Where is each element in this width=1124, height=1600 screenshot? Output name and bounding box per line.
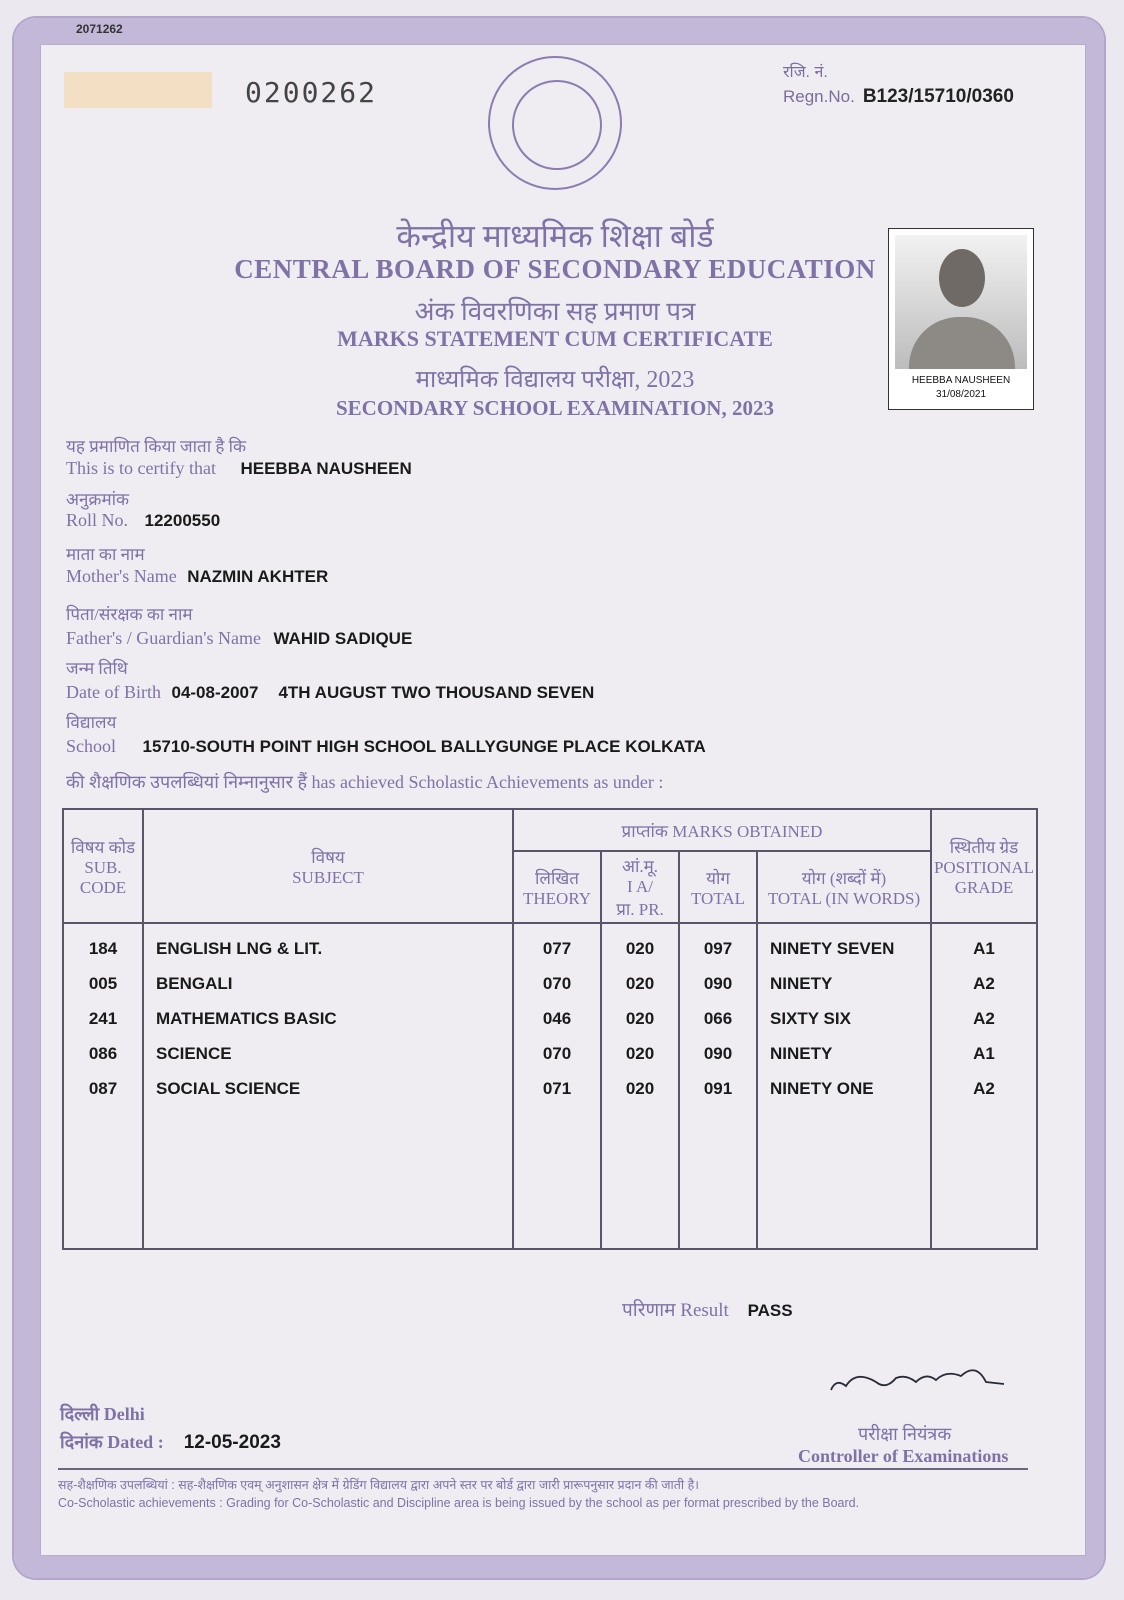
note-hi: सह-शैक्षणिक उपलब्धियां : सह-शैक्षणिक एवम् अनुशासन क्षेत्र में ग्रेडिंग विद्यालय द्वारा अपने स्तर पर बोर्ड द्वारा जारी प्रारूपनुसार प्रदान की जाती है। (58, 1478, 699, 1492)
father-label-hi: पिता/संरक्षक का नाम (66, 605, 193, 624)
controller-signature (826, 1360, 1006, 1406)
roll-row (66, 510, 220, 531)
student-photo (888, 228, 1034, 410)
cell-subject: ENGLISH LNG & LIT. (156, 939, 323, 958)
certify-label-hi: यह प्रमाणित किया जाता है कि (66, 437, 247, 456)
cell-theory: 071 (542, 1079, 572, 1098)
cell-grade: A2 (973, 1079, 995, 1098)
cell-words: NINETY (770, 1044, 833, 1063)
cell-words: SIXTY SIX (770, 1009, 851, 1028)
exam-title-hi: माध्यमिक विद्यालय परीक्षा, 2023 (415, 367, 695, 393)
cell-grade: A2 (973, 1009, 995, 1028)
doc-title: MARKS STATEMENT CUM CERTIFICATE (337, 326, 773, 351)
col-theory: लिखित THEORY (513, 851, 601, 923)
col-grade: स्थितीय ग्रेड POSITIONAL GRADE (931, 809, 1037, 923)
cell-theory: 077 (542, 939, 572, 958)
school-row (66, 736, 706, 757)
col-total: योग TOTAL (679, 851, 757, 923)
controller-title: Controller of Examinations (798, 1446, 1009, 1466)
father-row (66, 628, 412, 649)
cell-ia: 020 (625, 974, 655, 993)
cell-grade: A1 (973, 939, 995, 958)
cell-ia: 020 (625, 1009, 655, 1028)
photo-name: HEEBBA NAUSHEEN (911, 375, 1011, 386)
result-label-hi: परिणाम (622, 1300, 676, 1321)
place: दिल्ली Delhi (60, 1404, 145, 1424)
cbse-emblem-icon (488, 56, 622, 190)
cell-total: 090 (703, 974, 733, 993)
cell-ia: 020 (625, 1044, 655, 1063)
cell-theory: 070 (542, 1044, 572, 1063)
certify-row (66, 458, 412, 479)
doc-title-hi: अंक विवरणिका सह प्रमाण पत्र (414, 297, 696, 326)
note-en: Co-Scholastic achievements : Grading for Co-Scholastic and Discipline area is being issued by the school as per format prescribed by the Board. (58, 1496, 860, 1510)
col-code: विषय कोड SUB. CODE (63, 809, 143, 923)
result-row (622, 1296, 793, 1322)
dob-label: Date of Birth (66, 682, 161, 702)
cell-code: 086 (88, 1044, 118, 1063)
roll-number: 12200550 (144, 511, 221, 530)
cell-total: 090 (703, 1044, 733, 1063)
divider (58, 1468, 1028, 1470)
father-name: WAHID SADIQUE (273, 629, 413, 648)
cell-words: NINETY (770, 974, 833, 993)
certify-label: This is to certify that (66, 458, 216, 478)
cell-words: NINETY ONE (770, 1079, 874, 1098)
cell-total: 097 (703, 939, 733, 958)
mother-label-hi: माता का नाम (66, 545, 145, 564)
cell-grade: A2 (973, 974, 995, 993)
issue-date: 12-05-2023 (183, 1432, 281, 1453)
regn-label-hi: रजि. नं. (783, 64, 828, 81)
dated-row: दिनांक Dated : 12-05-2023 (60, 1432, 281, 1453)
cell-theory: 046 (542, 1009, 572, 1028)
cell-words: NINETY SEVEN (770, 939, 895, 958)
exam-title: SECONDARY SCHOOL EXAMINATION, 2023 (336, 396, 774, 420)
cell-subject: BENGALI (156, 974, 233, 993)
col-ia: आं.मू. I A/ प्रा. PR. (601, 851, 679, 923)
father-label: Father's / Guardian's Name (66, 628, 261, 648)
dob-words: 4TH AUGUST TWO THOUSAND SEVEN (278, 683, 595, 702)
school-label-hi: विद्यालय (66, 713, 117, 732)
roll-label: Roll No. (66, 510, 129, 530)
col-words: योग (शब्दों में) TOTAL (IN WORDS) (757, 851, 931, 923)
board-title: CENTRAL BOARD OF SECONDARY EDUCATION (234, 254, 876, 284)
achievement-line: की शैक्षणिक उपलब्धियां निम्नानुसार हैं has achieved Scholastic Achievements as under : (66, 772, 664, 792)
cell-total: 066 (703, 1009, 733, 1028)
school-name: 15710-SOUTH POINT HIGH SCHOOL BALLYGUNGE PLACE KOLKATA (142, 737, 706, 756)
cell-theory: 070 (542, 974, 572, 993)
cell-total: 091 (703, 1079, 733, 1098)
result-label: Result (680, 1300, 729, 1321)
controller-hi: परीक्षा नियंत्रक (858, 1424, 952, 1444)
cell-code: 087 (88, 1079, 118, 1098)
regn-label: Regn.No. (783, 87, 855, 106)
cell-grade: A1 (973, 1044, 995, 1063)
col-subject: विषय SUBJECT (143, 809, 513, 923)
dob-label-hi: जन्म तिथि (66, 659, 128, 678)
cell-code: 184 (88, 939, 118, 958)
marks-table (62, 808, 1038, 1250)
mother-label: Mother's Name (66, 566, 177, 586)
cell-code: 241 (88, 1009, 118, 1028)
result-value: PASS (747, 1301, 793, 1320)
cell-subject: SOCIAL SCIENCE (156, 1079, 301, 1098)
roll-label-hi: अनुक्रमांक (66, 490, 130, 509)
board-title-hi: केन्द्रीय माध्यमिक शिक्षा बोर्ड (396, 218, 714, 254)
security-stamp (64, 72, 212, 108)
cell-ia: 020 (625, 1079, 655, 1098)
serial-top: 2071262 (76, 22, 123, 36)
school-label: School (66, 736, 117, 756)
mother-row (66, 566, 328, 587)
mother-name: NAZMIN AKHTER (187, 567, 329, 586)
photo-date: 31/08/2021 (935, 389, 987, 400)
cell-subject: MATHEMATICS BASIC (156, 1009, 337, 1028)
cell-ia: 020 (625, 939, 655, 958)
cell-subject: SCIENCE (156, 1044, 232, 1063)
regn-number (783, 86, 1014, 108)
student-name: HEEBBA NAUSHEEN (240, 459, 412, 478)
dob-value: 04-08-2007 (171, 683, 259, 702)
cell-code: 005 (88, 974, 118, 993)
dob-row (66, 682, 594, 703)
regn-value: B123/15710/0360 (862, 86, 1014, 107)
col-marks: प्राप्तांक MARKS OBTAINED (513, 809, 931, 851)
serial-number: 0200262 (245, 76, 378, 109)
